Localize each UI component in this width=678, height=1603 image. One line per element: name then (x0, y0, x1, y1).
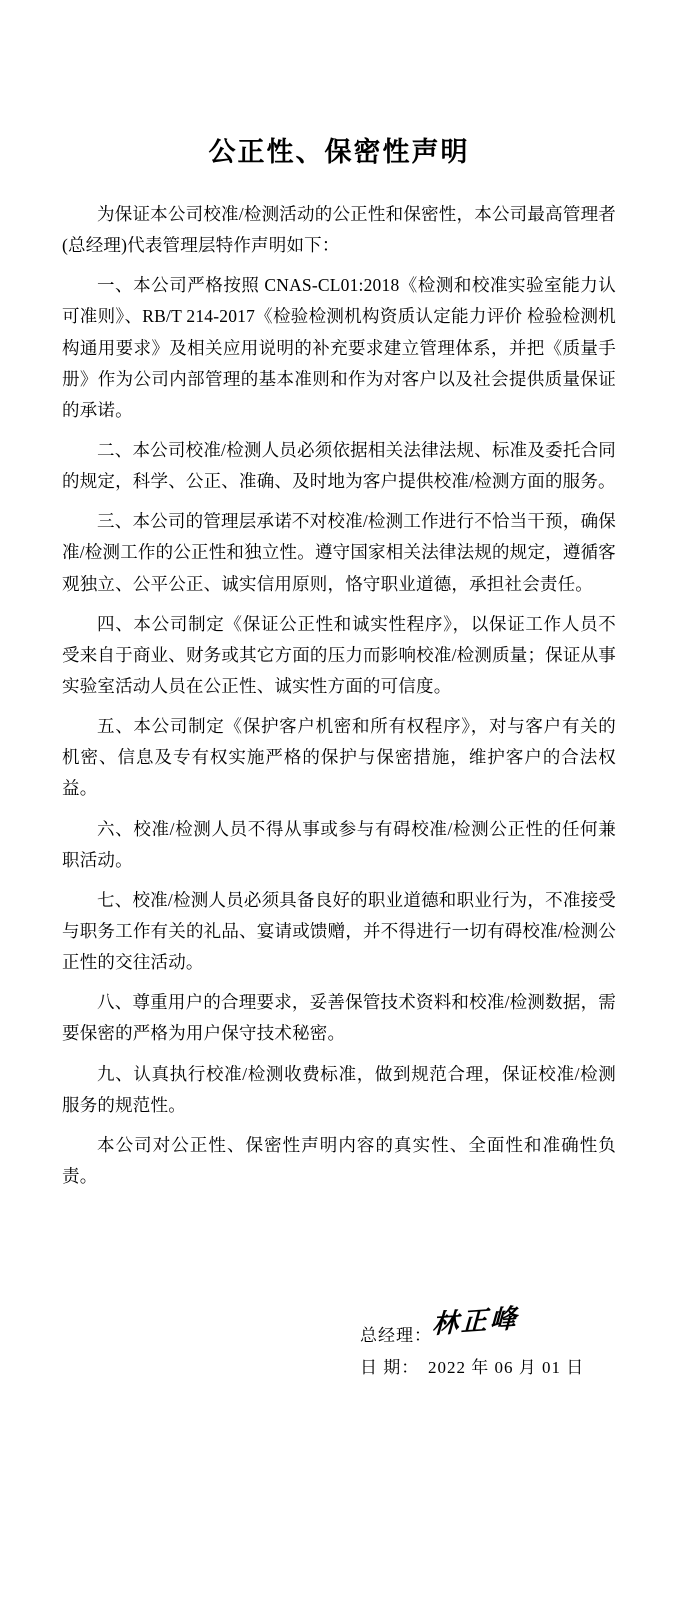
paragraph-closing: 本公司对公正性、保密性声明内容的真实性、全面性和准确性负责。 (62, 1134, 616, 1186)
paragraph-item-9: 九、认真执行校准/检测收费标准，做到规范合理，保证校准/检测服务的规范性。 (62, 1063, 616, 1115)
signature-title-label: 总经理： (360, 1326, 432, 1345)
signature-block (360, 1303, 620, 1385)
paragraph-intro: 为保证本公司校准/检测活动的公正性和保密性，本公司最高管理者(总经理)代表管理层特作声明如下： (62, 204, 616, 256)
paragraph-item-2: 二、本公司校准/检测人员必须依据相关法律法规、标准及委托合同的规定，科学、公正、准确、及时地为客户提供校准/检测方面的服务。 (62, 439, 616, 492)
page-title: 公正性、保密性声明 (208, 137, 470, 167)
date-label: 日 期： (360, 1358, 420, 1378)
paragraph-item-6: 六、校准/检测人员不得从事或参与有碍校准/检测公正性的任何兼职活动。 (62, 818, 616, 870)
document-body (62, 199, 616, 1192)
signature-title-row (360, 1303, 620, 1352)
paragraph-item-5: 五、本公司制定《保护客户机密和所有权程序》，对与客户有关的机密、信息及专有权实施严格的保护与保密措施，维护客户的合法权益。 (62, 716, 616, 799)
date-value: 2022 年 06 月 01 日 (428, 1358, 585, 1378)
paragraph-item-1: 一、本公司严格按照 CNAS-CL01:2018《检测和校准实验室能力认可准则》、RB/T 214-2017《检验检测机构资质认定能力评价 检验检测机构通用要求》及相关应用说明的补充要求建立管理体系，并把《质量手册》作为公司内部管理的基本准则和作为对客户以及社会提供质量保证的承诺。 (62, 275, 616, 420)
paragraph-item-7: 七、校准/检测人员必须具备良好的职业道德和职业行为，不准接受与职务工作有关的礼品、宴请或馈赠，并不得进行一切有碍校准/检测公正性的交往活动。 (62, 889, 616, 973)
paragraph-item-3: 三、本公司的管理层承诺不对校准/检测工作进行不恰当干预，确保准/检测工作的公正性和独立性。遵守国家相关法律法规的规定，遵循客观独立、公平公正、诚实信用原则，恪守职业道德，承担社会责任。 (62, 511, 616, 594)
signature-date-row (360, 1352, 620, 1384)
paragraph-item-8: 八、尊重用户的合理要求，妥善保管技术资料和校准/检测数据，需要保密的严格为用户保守技术秘密。 (62, 992, 616, 1044)
paragraph-item-4: 四、本公司制定《保证公正性和诚实性程序》，以保证工作人员不受来自于商业、财务或其它方面的压力而影响校准/检测质量；保证从事实验室活动人员在公正性、诚实性方面的可信度。 (62, 613, 616, 696)
handwritten-signature: 林正峰 (431, 1303, 520, 1341)
